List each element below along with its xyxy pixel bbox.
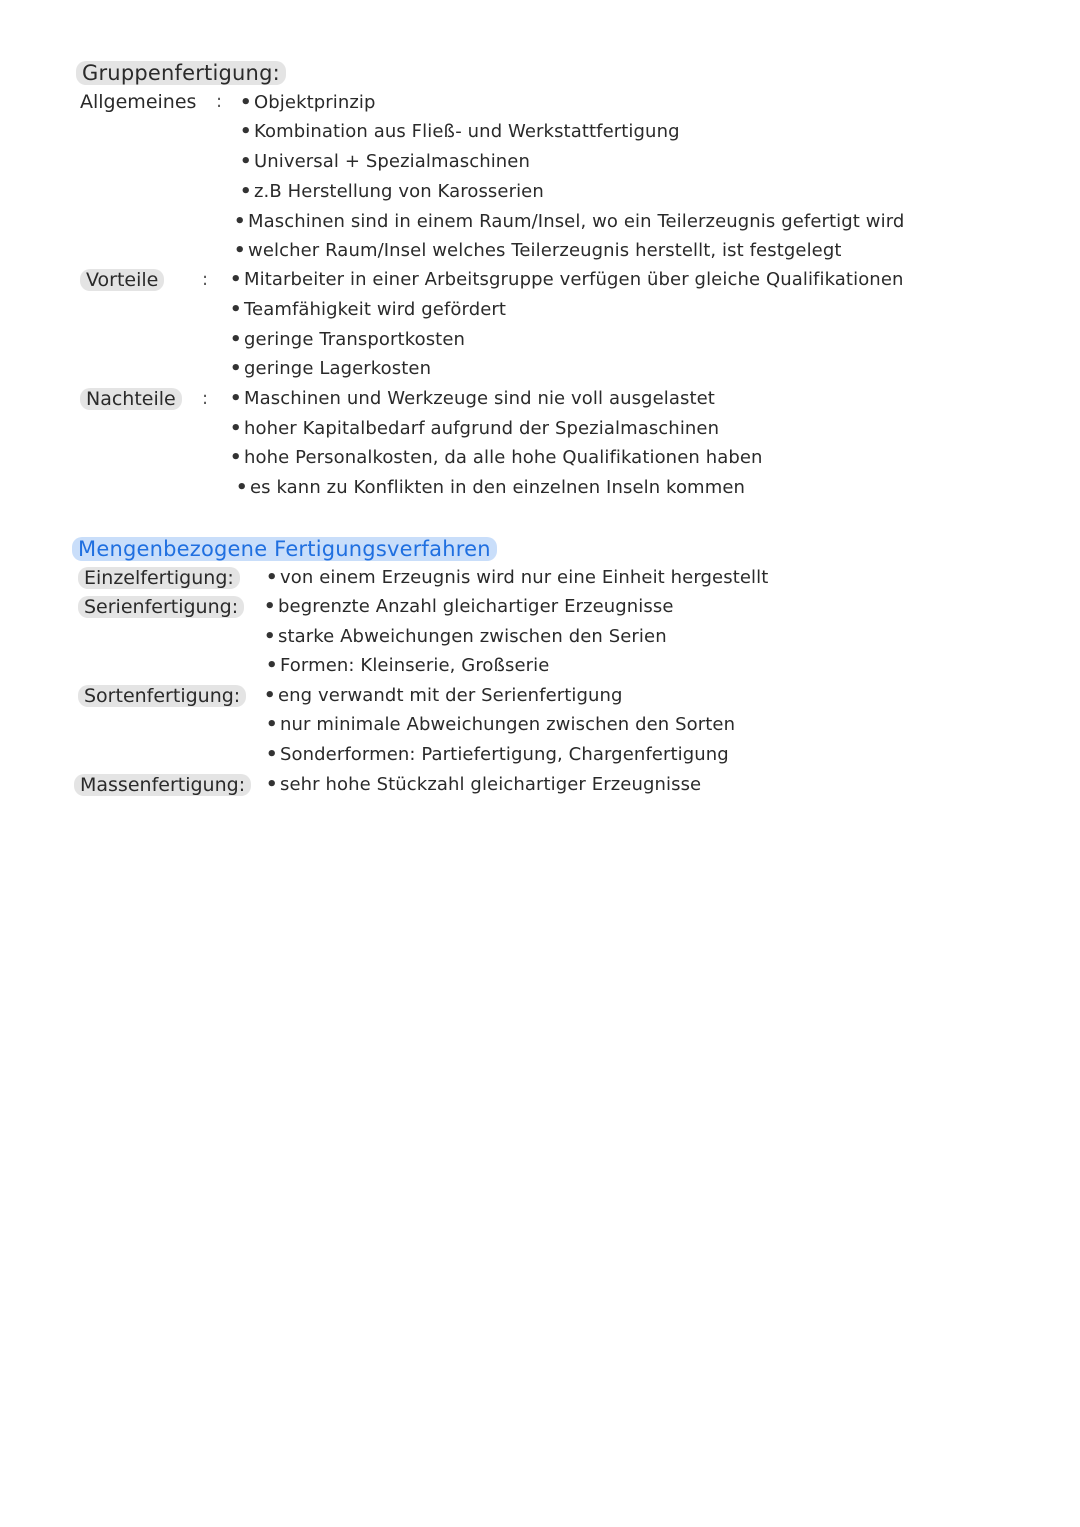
bullet-icon: • xyxy=(240,181,252,202)
bullet-icon: • xyxy=(266,655,278,676)
label-serienfertigung: Serienfertigung: xyxy=(78,595,244,619)
label-einzelfertigung: Einzelfertigung: xyxy=(78,566,240,590)
bullet-icon: • xyxy=(264,685,276,706)
list-item: • hohe Personalkosten, da alle hohe Qualifikationen haben xyxy=(230,447,763,468)
list-item: • Mitarbeiter in einer Arbeitsgruppe verfügen über gleiche Qualifikationen xyxy=(230,269,904,290)
list-item: • Kombination aus Fließ- und Werkstattfertigung xyxy=(240,121,680,142)
list-item: • von einem Erzeugnis wird nur eine Einheit hergestellt xyxy=(266,567,769,588)
bullet-icon: • xyxy=(266,714,278,735)
bullet-icon: • xyxy=(234,240,246,261)
list-item: • sehr hohe Stückzahl gleichartiger Erzeugnisse xyxy=(266,774,702,795)
list-item: • Objektprinzip xyxy=(240,92,376,113)
bullet-icon: • xyxy=(230,418,242,439)
bullet-icon: • xyxy=(264,596,276,617)
bullet-icon: • xyxy=(266,744,278,765)
list-item: • eng verwandt mit der Serienfertigung xyxy=(264,685,623,706)
bullet-icon: • xyxy=(230,447,242,468)
list-item: • begrenzte Anzahl gleichartiger Erzeugnisse xyxy=(264,596,674,617)
bullet-icon: • xyxy=(266,567,278,588)
list-item: • hoher Kapitalbedarf aufgrund der Spezialmaschinen xyxy=(230,418,720,439)
list-item: • Maschinen sind in einem Raum/Insel, wo ein Teilerzeugnis gefertigt wird xyxy=(234,211,905,232)
list-item: • z.B Herstellung von Karosserien xyxy=(240,181,544,202)
bullet-icon: • xyxy=(230,269,242,290)
bullet-icon: • xyxy=(230,299,242,320)
bullet-icon: • xyxy=(240,121,252,142)
bullet-icon: • xyxy=(240,151,252,172)
bullet-icon: • xyxy=(230,358,242,379)
colon-allgemeines: : xyxy=(216,91,223,112)
label-massenfertigung: Massenfertigung: xyxy=(74,773,251,797)
list-item: • es kann zu Konflikten in den einzelnen Inseln kommen xyxy=(236,477,746,498)
bullet-icon: • xyxy=(240,92,252,113)
bullet-icon: • xyxy=(266,774,278,795)
bullet-icon: • xyxy=(236,477,248,498)
colon-vorteile: : xyxy=(202,269,209,290)
label-nachteile: Nachteile xyxy=(80,387,182,411)
list-item: • Maschinen und Werkzeuge sind nie voll ausgelastet xyxy=(230,388,715,409)
colon-nachteile: : xyxy=(202,388,209,409)
bullet-icon: • xyxy=(234,211,246,232)
bullet-icon: • xyxy=(230,388,242,409)
list-item: • geringe Transportkosten xyxy=(230,329,466,350)
list-item: • Sonderformen: Partiefertigung, Chargenfertigung xyxy=(266,744,729,765)
list-item: • Universal + Spezialmaschinen xyxy=(240,151,530,172)
list-item: • welcher Raum/Insel welches Teilerzeugnis herstellt, ist festgelegt xyxy=(234,240,842,261)
list-item: • starke Abweichungen zwischen den Serien xyxy=(264,626,667,647)
label-sortenfertigung: Sortenfertigung: xyxy=(78,684,246,708)
bullet-icon: • xyxy=(230,329,242,350)
list-item: • geringe Lagerkosten xyxy=(230,358,432,379)
bullet-icon: • xyxy=(264,626,276,647)
list-item: • Teamfähigkeit wird gefördert xyxy=(230,299,507,320)
list-item: • Formen: Kleinserie, Großserie xyxy=(266,655,550,676)
label-vorteile: Vorteile xyxy=(80,268,164,292)
section-title-gruppenfertigung: Gruppenfertigung: xyxy=(76,60,286,86)
list-item: • nur minimale Abweichungen zwischen den Sorten xyxy=(266,714,736,735)
section-title-mengenbezogene: Mengenbezogene Fertigungsverfahren xyxy=(72,536,497,562)
label-allgemeines: Allgemeines xyxy=(80,91,197,113)
